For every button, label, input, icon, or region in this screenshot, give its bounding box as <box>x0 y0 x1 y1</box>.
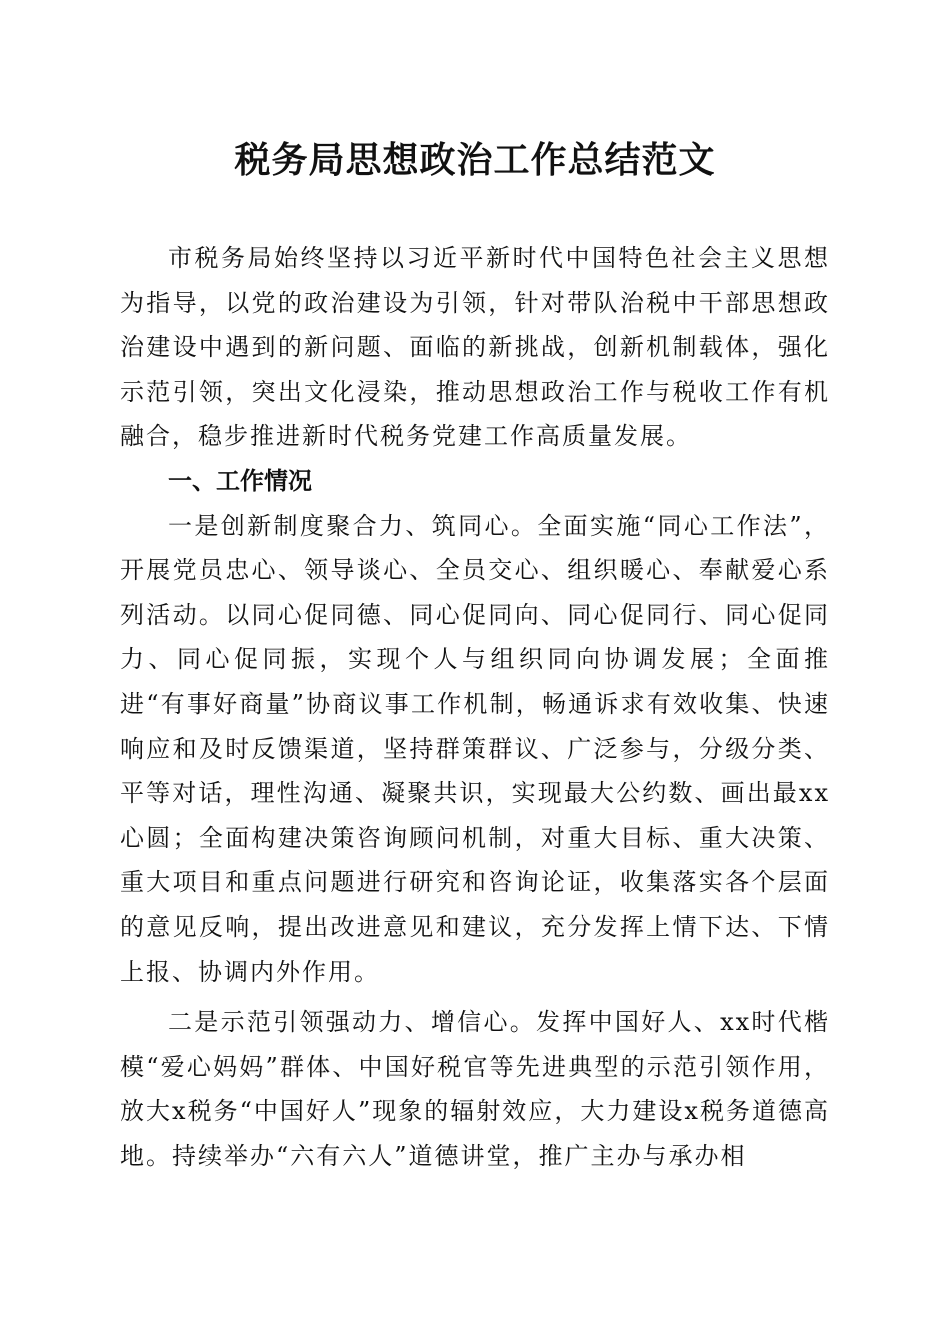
item-one-body: 全面实施“同心工作法”，开展党员忠心、领导谈心、全员交心、组织暖心、奉献爱心系列活动。以同心促同德、同心促同向、同心促同行、同心促同力、同心促同振，实现个人与组织同向协调发展；全面推进“有事好商量”协商议事工作机制，畅通诉求有效收集、快速响应和及时反馈渠道，坚持群策群议、广泛参与，分级分类、平等对话，理性沟通、凝聚共识，实现最大公约数、画出最xx心圆；全面构建决策咨询顾问机制，对重大目标、重大决策、重大项目和重点问题进行研究和咨询论证，收集落实各个层面的意见反响，提出改进意见和建议，充分发挥上情下达、下情上报、协调内外作用。 <box>120 511 830 986</box>
item-one-lead: 一是创新制度聚合力、筑同心。 <box>168 511 538 540</box>
item-two-lead: 二是示范引领强动力、增信心。 <box>168 1008 537 1037</box>
intro-paragraph: 市税务局始终坚持以习近平新时代中国特色社会主义思想为指导，以党的政治建设为引领，针对带队治税中干部思想政治建设中遇到的新问题、面临的新挑战，创新机制载体，强化示范引领，突出文化浸染，推动思想政治工作与税收工作有机融合，稳步推进新时代税务党建工作高质量发展。 <box>120 244 830 451</box>
item-two-body: 发挥中国好人、xx时代楷模“爱心妈妈”群体、中国好税官等先进典型的示范引领作用，放大x税务“中国好人”现象的辐射效应，大力建设x税务道德高地。持续举办“六有六人”道德讲堂，推广主办与承办相 <box>120 1008 831 1170</box>
item-one-paragraph <box>120 504 830 995</box>
document-title: 税务局思想政治工作总结范文 <box>234 139 716 181</box>
item-two-paragraph <box>120 1000 830 1178</box>
section-heading-work-status: 一、工作情况 <box>168 466 312 495</box>
document-body <box>120 236 830 1178</box>
